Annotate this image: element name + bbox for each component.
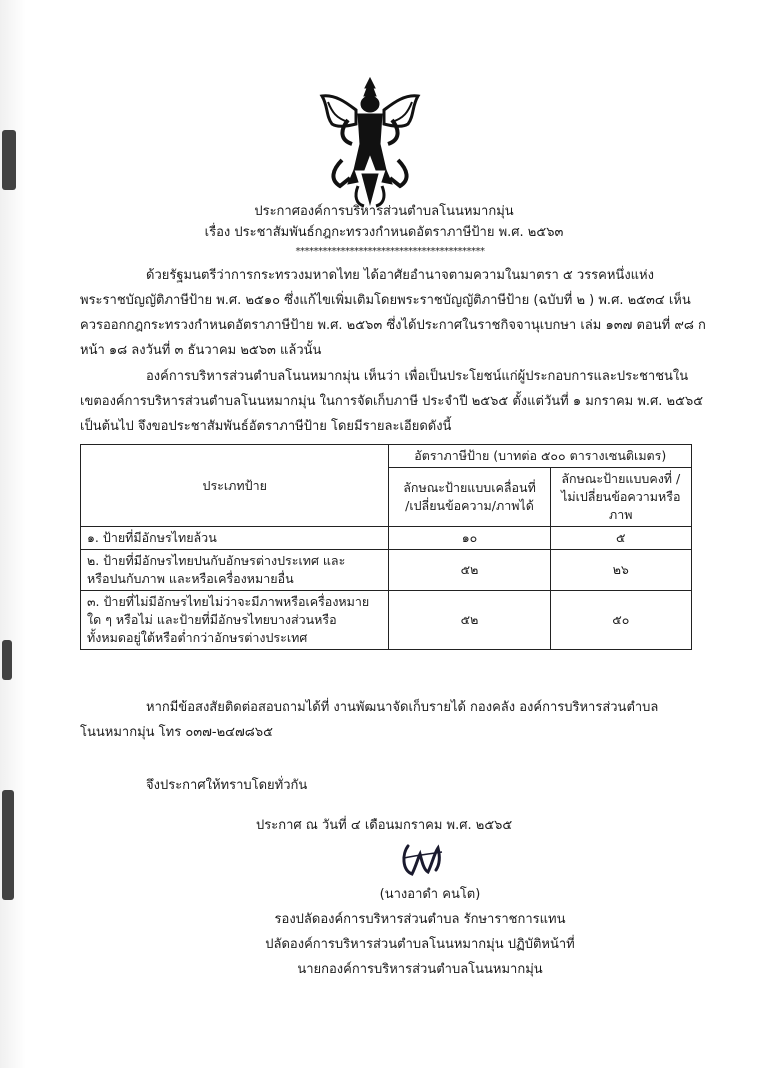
moving-sign-header — [389, 468, 550, 527]
paragraph-line: ควรออกกฎกระทรวงกำหนดอัตราภาษีป้าย พ.ศ. ๒๕๖๓ ซึ่งได้ประกาศในราชกิจจานุเบกษา เล่ม ๑๓๗ ตอนที่ ๙๘ ก — [80, 318, 706, 333]
table-row — [81, 591, 692, 650]
cell-line: ใด ๆ หรือไม่ และป้ายที่มีอักษรไทยบางส่วนหรือ — [87, 612, 337, 627]
paragraph-line: พระราชบัญญัติภาษีป้าย พ.ศ. ๒๕๑๐ ซึ่งแก้ไขเพิ่มเติมโดยพระราชบัญญัติภาษีป้าย (ฉบับที่ ๒ ) พ.ศ. ๒๕๓๔ เห็น — [80, 293, 691, 308]
sign-type-cell — [81, 527, 389, 550]
sign-type-cell — [81, 591, 389, 650]
fixed-rate-cell: ๕๐ — [550, 591, 691, 650]
tax-rate-table — [80, 444, 692, 650]
scan-mark — [2, 790, 14, 900]
rate-column-header: อัตราภาษีป้าย (บาทต่อ ๕๐๐ ตารางเซนติเมตร) — [389, 445, 692, 468]
cell-line: ทั้งหมดอยู่ใต้หรือต่ำกว่าอักษรต่างประเทศ — [87, 630, 308, 645]
cell-line: ๑. ป้ายที่มีอักษรไทยล้วน — [87, 530, 217, 545]
type-column-header: ประเภทป้าย — [81, 445, 389, 527]
signatory-position: นายกองค์การบริหารส่วนตำบลโนนหมากมุ่น — [297, 962, 543, 977]
paragraph-line: องค์การบริหารส่วนตำบลโนนหมากมุ่น เห็นว่า เพื่อเป็นประโยชน์แก่ผู้ประกอบการและประชาชนใน — [146, 369, 689, 384]
cell-line: หรือปนกับภาพ และหรือเครื่องหมายอื่น — [87, 571, 294, 586]
paragraph-line: เป็นต้นไป จึงขอประชาสัมพันธ์อัตราภาษีป้าย โดยมีรายละเอียดดังนี้ — [80, 419, 452, 434]
document-subject: เรื่อง ประชาสัมพันธ์กฎกะทรวงกำหนดอัตราภาษีป้าย พ.ศ. ๒๕๖๓ — [204, 225, 564, 240]
scan-mark — [2, 640, 12, 680]
cell-line: ๒. ป้ายที่มีอักษรไทยปนกับอักษรต่างประเทศ และ — [87, 553, 346, 568]
header-line: ลักษณะป้ายแบบคงที่ / — [561, 471, 681, 486]
fixed-sign-header — [550, 468, 691, 527]
header-line: ไม่เปลี่ยนข้อความหรือ — [561, 489, 681, 504]
garuda-emblem-icon — [318, 74, 422, 210]
header-line: ภาพ — [609, 507, 633, 522]
header-line: ลักษณะป้ายแบบเคลื่อนที่ — [403, 480, 536, 495]
paragraph-line: หน้า ๑๘ ลงวันที่ ๓ ธันวาคม ๒๕๖๓ แล้วนั้น — [80, 343, 322, 358]
handwritten-signature — [398, 840, 446, 880]
header-line: /เปลี่ยนข้อความ/ภาพได้ — [405, 498, 534, 513]
paragraph-line: หากมีข้อสงสัยติดต่อสอบถามได้ที่ งานพัฒนาจัดเก็บรายได้ กองคลัง องค์การบริหารส่วนตำบล — [146, 700, 659, 715]
fixed-rate-cell: ๕ — [550, 527, 691, 550]
title-divider: ****************************************** — [295, 246, 485, 257]
paragraph-line: ด้วยรัฐมนตรีว่าการกระทรวงมหาดไทย ได้อาศัยอำนาจตามความในมาตรา ๕ วรรคหนึ่งแห่ง — [146, 268, 654, 283]
moving-rate-cell: ๑๐ — [389, 527, 550, 550]
fixed-rate-cell: ๒๖ — [550, 550, 691, 591]
cell-line: ๓. ป้ายที่ไม่มีอักษรไทยไม่ว่าจะมีภาพหรือเครื่องหมาย — [87, 594, 370, 609]
signatory-position: ปลัดองค์การบริหารส่วนตำบลโนนหมากมุ่น ปฏิบัติหน้าที่ — [265, 937, 575, 952]
document-title: ประกาศองค์การบริหารส่วนตำบลโนนหมากมุ่น — [254, 204, 514, 219]
scan-mark — [2, 130, 16, 190]
table-row — [81, 527, 692, 550]
paragraph-line: โนนหมากมุ่น โทร ๐๓๗-๒๔๗๘๖๕ — [80, 725, 273, 740]
moving-rate-cell: ๕๒ — [389, 591, 550, 650]
announcement-date: ประกาศ ณ วันที่ ๔ เดือนมกราคม พ.ศ. ๒๕๖๕ — [256, 818, 513, 833]
moving-rate-cell: ๕๒ — [389, 550, 550, 591]
signatory-position: รองปลัดองค์การบริหารส่วนตำบล รักษาราชการแทน — [274, 912, 566, 927]
table-row — [81, 550, 692, 591]
sign-type-cell — [81, 550, 389, 591]
closing-line: จึงประกาศให้ทราบโดยทั่วกัน — [146, 778, 308, 793]
paragraph-line: เขตองค์การบริหารส่วนตำบลโนนหมากมุ่น ในการจัดเก็บภาษี ประจำปี ๒๕๖๕ ตั้งแต่วันที่ ๑ มกราคม พ.ศ. ๒๕๖๕ — [80, 394, 704, 409]
signatory-name: (นางอาดำ คนโต) — [379, 887, 481, 902]
